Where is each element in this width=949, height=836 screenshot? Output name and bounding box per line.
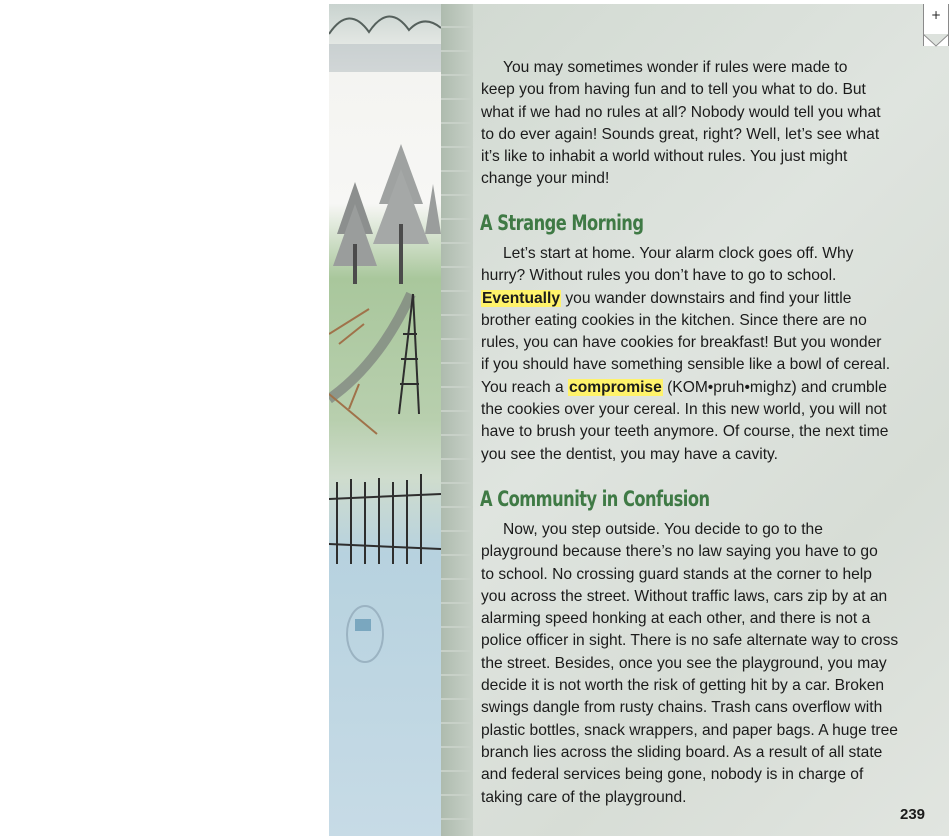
text-line: if you should have something sensible like a bowl of cereal. bbox=[481, 356, 891, 374]
text-line: taking care of the playground. bbox=[481, 788, 687, 806]
text-line: the cookies over your cereal. In this new world, you will not bbox=[481, 401, 887, 419]
illustration-playground bbox=[329, 4, 441, 836]
text-line: keep you from having fun and to tell you what to do. But bbox=[481, 81, 866, 99]
text-line bbox=[481, 377, 941, 399]
plus-icon: + bbox=[930, 8, 942, 22]
vocab-word[interactable]: compromise bbox=[569, 378, 662, 396]
text-line: police officer in sight. There is no safe alternate way to cross bbox=[481, 632, 899, 650]
text-line: change your mind! bbox=[481, 170, 610, 188]
section1-paragraph bbox=[481, 243, 941, 466]
text-line: have to brush your teeth anymore. Of course, the next time bbox=[481, 423, 889, 441]
bookmark-add-icon bbox=[923, 34, 949, 48]
section2-paragraph bbox=[481, 519, 941, 809]
section-heading: A Community in Confusion bbox=[480, 487, 710, 511]
text-line: plastic bottles, snack wrappers, and paper bags. A huge tree bbox=[481, 721, 898, 739]
text-line: branch lies across the sliding board. As a result of all state bbox=[481, 743, 883, 761]
text-line: to do ever again! Sounds great, right? Well, let’s see what bbox=[481, 125, 880, 143]
text-line: Now, you step outside. You decide to go to the bbox=[503, 521, 823, 538]
text-line: rules, you can have cookies for breakfast! But you wonder bbox=[481, 334, 882, 352]
text-line: to school. No crossing guard stands at the corner to help bbox=[481, 565, 872, 583]
bookmark-add-button[interactable] bbox=[923, 4, 949, 46]
brick-wall-border bbox=[441, 4, 473, 836]
text-line: the street. Besides, once you see the playground, you may bbox=[481, 654, 887, 672]
text-line: playground because there’s no law saying you have to go bbox=[481, 543, 878, 561]
text-line: swings dangle from rusty chains. Trash cans overflow with bbox=[481, 699, 883, 717]
text-line: you across the street. Without traffic laws, cars zip by at an bbox=[481, 587, 888, 605]
text-line: alarming speed honking at each other, and there is not a bbox=[481, 610, 871, 628]
text-line: and federal services being gone, nobody is in charge of bbox=[481, 766, 864, 784]
text-fragment: You reach a bbox=[481, 378, 564, 396]
text-line: you see the dentist, you may have a cavity. bbox=[481, 445, 779, 463]
text-fragment: (KOM•pruh•mighz) and crumble bbox=[667, 378, 887, 396]
text-line: You may sometimes wonder if rules were made to bbox=[503, 59, 848, 76]
text-line: what if we had no rules at all? Nobody would tell you what bbox=[481, 103, 881, 121]
text-line bbox=[481, 288, 941, 310]
text-line: Let’s start at home. Your alarm clock goes off. Why bbox=[503, 245, 854, 262]
text-fragment: you wander downstairs and find your little bbox=[565, 289, 852, 307]
text-line: hurry? Without rules you don’t have to go to school. bbox=[481, 267, 837, 285]
text-line: brother eating cookies in the kitchen. Since there are no bbox=[481, 311, 867, 329]
intro-paragraph bbox=[481, 57, 941, 191]
text-line: it’s like to inhabit a world without rules. You just might bbox=[481, 148, 848, 166]
page-number: 239 bbox=[900, 806, 926, 823]
vocab-word[interactable]: Eventually bbox=[482, 289, 560, 307]
text-line: decide it is not worth the risk of getting hit by a car. Broken bbox=[481, 677, 885, 695]
section-heading: A Strange Morning bbox=[480, 211, 644, 235]
